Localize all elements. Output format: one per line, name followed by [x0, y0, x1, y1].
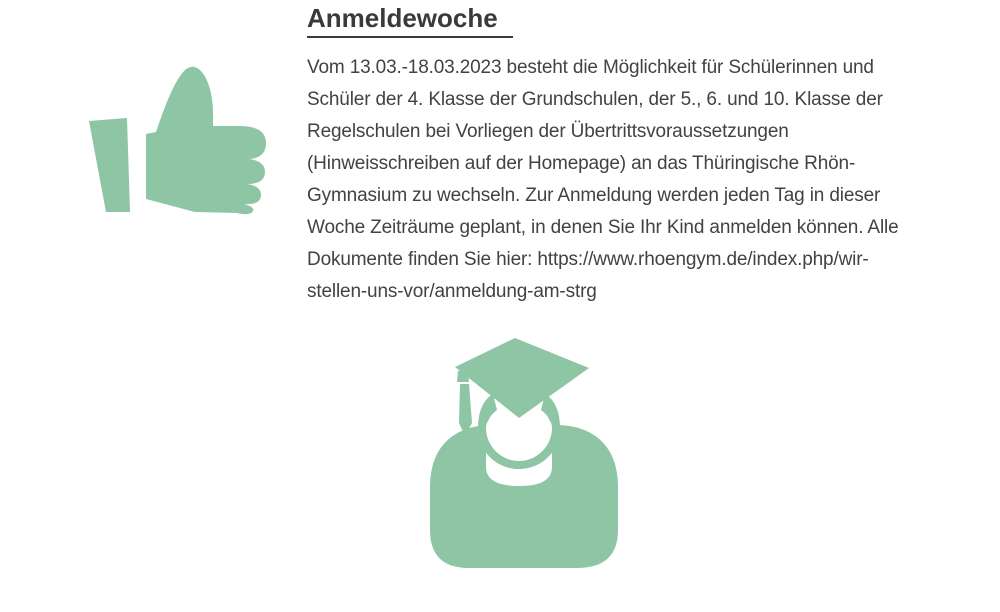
graduate-cap-shape — [455, 338, 589, 418]
article-title[interactable]: Anmeldewoche — [307, 3, 513, 38]
body-line: Schüler der 4. Klasse der Grundschulen, der 5., 6. und 10. Klasse der — [307, 89, 883, 110]
body-line: Woche Zeiträume geplant, in denen Sie Ihr Kind anmelden können. Alle — [307, 217, 899, 238]
thumbs-up-cuff-shape — [89, 118, 130, 212]
body-line: (Hinweisschreiben auf der Homepage) an das Thüringische Rhön- — [307, 153, 856, 174]
thumbs-up-icon — [89, 62, 266, 215]
body-line: Regelschulen bei Vorliegen der Übertrittsvoraussetzungen — [307, 121, 789, 142]
graduate-tassel-knob — [457, 371, 469, 382]
thumbs-up-hand-shape — [146, 67, 266, 214]
body-line: Gymnasium zu wechseln. Zur Anmeldung werden jeden Tag in dieser — [307, 185, 881, 206]
graduate-student-icon — [428, 337, 620, 568]
body-line: Vom 13.03.-18.03.2023 besteht die Möglichkeit für Schülerinnen und — [307, 57, 874, 78]
graduate-neck-cutout — [486, 415, 552, 486]
body-line-url: stellen-uns-vor/anmeldung-am-strg — [307, 281, 597, 302]
body-line-url: Dokumente finden Sie hier: https://www.rhoengym.de/index.php/wir- — [307, 249, 869, 270]
article-body — [307, 52, 987, 308]
